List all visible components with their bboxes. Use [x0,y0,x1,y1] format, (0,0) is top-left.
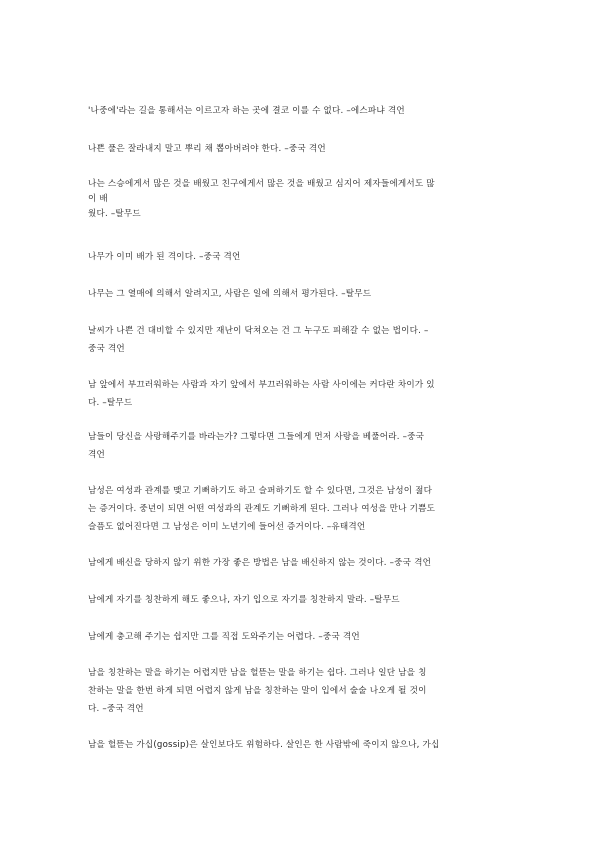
paragraph [88,591,514,609]
text-line: 웠다. –탈무드 [88,209,141,219]
text-line: 는 증거이다. 중년이 되면 어떤 여성과의 관계도 기뻐하게 된다. 그러나 여성을 만나 기쁨도 [88,504,436,514]
text-line: 남 앞에서 부끄러워하는 사람과 자기 앞에서 부끄러워하는 사람 사이에는 커다란 차이가 있 [88,380,435,390]
text-line: '나중에'라는 길을 통해서는 이르고자 하는 곳에 결코 이를 수 없다. –에스파냐 격언 [88,106,405,116]
text-line: 다. –탈무드 [88,398,133,408]
text-line: 남을 헐뜯는 가십(gossip)은 살인보다도 위험하다. 살인은 한 사람밖에 죽이지 않으나, 가십 [88,740,440,750]
paragraph [88,102,514,120]
text-line: 남을 칭찬하는 말을 하기는 어렵지만 남을 헐뜯는 말을 하기는 쉽다. 그러나 일단 남을 칭 [88,668,427,678]
text-line: 남에게 충고해 주기는 쉽지만 그를 직접 도와주기는 어렵다. –중국 격언 [88,632,360,642]
text-line: 격언 [88,450,106,460]
text-line: 남들이 당신을 사랑해주기를 바라는가? 그렇다면 그들에게 먼저 사랑을 베풀어라. –중국 [88,432,425,442]
paragraph [88,248,514,266]
text-line: 찬하는 말을 한번 하게 되면 어렵지 않게 남을 칭찬하는 말이 입에서 술술 나오게 될 것이 [88,686,427,696]
paragraph [88,664,514,718]
text-line: 나쁜 풀은 잘라내지 말고 뿌리 채 뽑아버려야 한다. –중국 격언 [88,144,326,154]
paragraph [88,177,514,222]
text-line: 남성은 여성과 관계를 맺고 기뻐하기도 하고 슬퍼하기도 할 수 있다면, 그것은 남성이 젊다 [88,486,433,496]
text-line: 중국 격언 [88,344,125,354]
text-line: 이 배 [88,194,108,204]
text-line: 날씨가 나쁜 건 대비할 수 있지만 재난이 닥쳐오는 건 그 누구도 피해갈 수 없는 법이다. – [88,326,429,336]
paragraph [88,140,514,158]
text-line: 남에게 배신을 당하지 않기 위한 가장 좋은 방법은 남을 배신하지 않는 것이다. –중국 격언 [88,558,432,568]
paragraph [88,285,514,303]
text-line: 슬픔도 없어진다면 그 남성은 이미 노년기에 들어선 증거이다. –유태격언 [88,522,366,532]
text-line: 남에게 자기를 칭찬하게 해도 좋으나, 자기 입으로 자기를 칭찬하지 말라. –탈무드 [88,595,400,605]
paragraph [88,322,514,358]
paragraph [88,428,514,464]
text-line: 나무는 그 열매에 의해서 알려지고, 사람은 일에 의해서 평가된다. –탈무드 [88,289,372,299]
text-line: 다. –중국 격언 [88,704,144,714]
paragraph [88,482,514,536]
text-line: 나는 스승에게서 많은 것을 배웠고 친구에게서 많은 것을 배웠고 심지어 제자들에게서도 많 [88,179,435,189]
paragraph [88,554,514,572]
paragraph [88,376,514,412]
paragraph [88,628,514,646]
paragraph [88,736,514,754]
text-line: 나무가 이미 배가 된 격이다. –중국 격언 [88,252,241,262]
